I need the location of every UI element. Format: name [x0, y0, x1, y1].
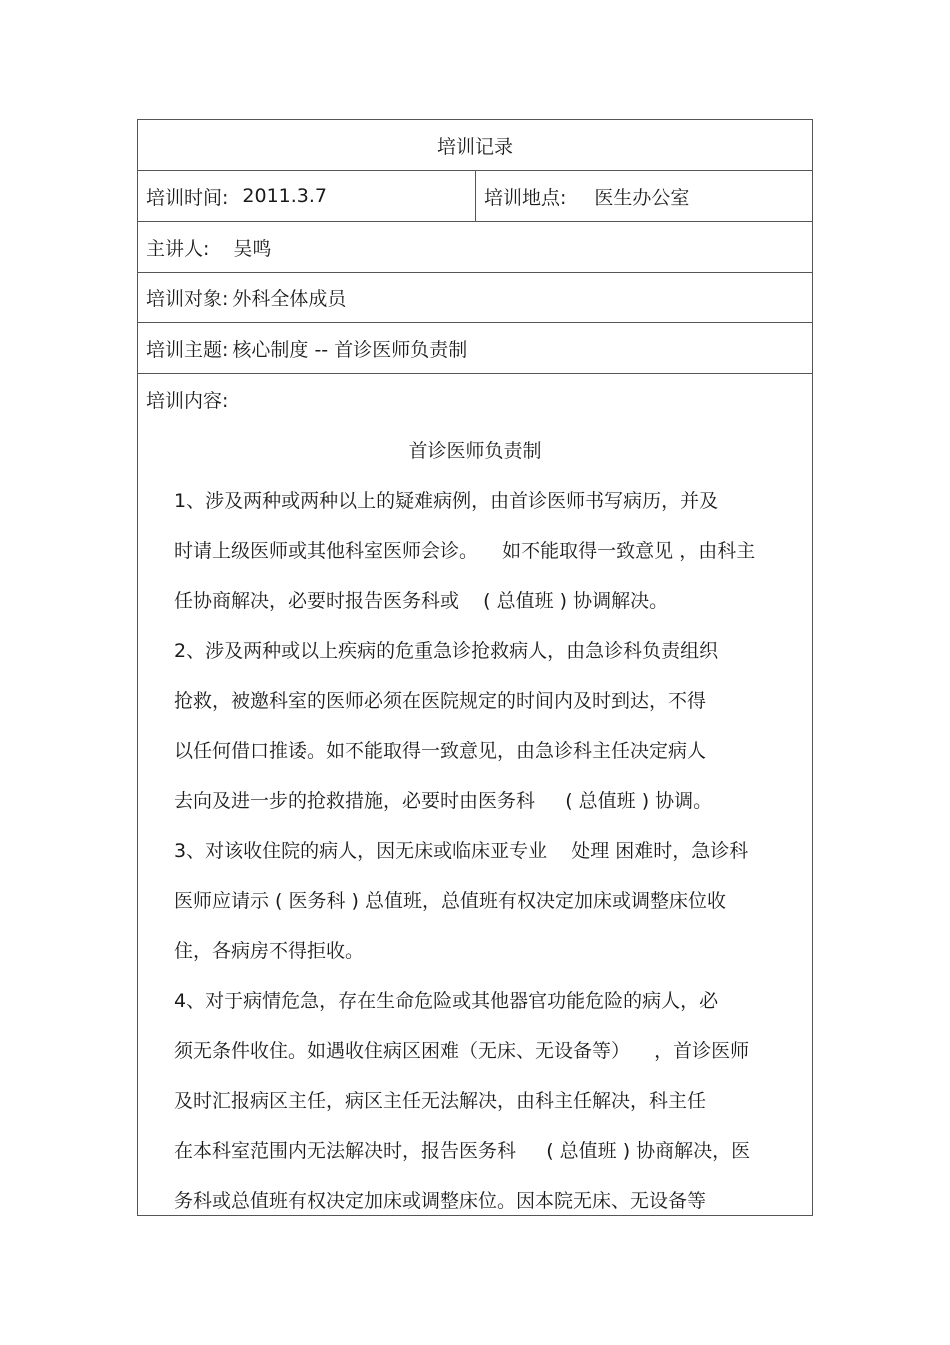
- time-value: 2011.3.7: [242, 185, 328, 207]
- content-title: 首诊医师负责制: [408, 440, 542, 462]
- content-line: 住，各病房不得拒收。: [174, 940, 365, 962]
- content-line: 抢救，被邀科室的医师必须在医院规定的时间内及时到达，不得: [174, 690, 707, 712]
- audience-label: 培训对象:: [146, 288, 229, 310]
- content-line: 4、对于病情危急，存在生命危险或其他器官功能危险的病人，必: [174, 990, 719, 1012]
- content-section: [138, 374, 812, 1215]
- title-row: [138, 120, 812, 171]
- audience-row: [138, 273, 812, 323]
- content-line: 须无条件收住。如遇收住病区困难（无床、无设备等） ，首诊医师: [174, 1040, 750, 1062]
- content-line: 去向及进一步的抢救措施，必要时由医务科 ( 总值班 ) 协调。: [174, 790, 713, 812]
- content-line: 医师应请示 ( 医务科 ) 总值班，总值班有权决定加床或调整床位收: [174, 890, 726, 912]
- content-line: 在本科室范围内无法解决时，报告医务科 ( 总值班 ) 协商解决，医: [174, 1140, 751, 1162]
- place-cell: [476, 171, 812, 221]
- time-label: 培训时间:: [146, 186, 229, 209]
- content-line: 3、对该收住院的病人，因无床或临床亚专业 处理 困难时，急诊科: [174, 840, 749, 862]
- audience-value: 外科全体成员: [232, 288, 347, 310]
- topic-value: 核心制度 -- 首诊医师负责制: [232, 338, 468, 361]
- time-cell: [138, 171, 475, 221]
- training-record-table: [137, 119, 813, 1216]
- content-line: 及时汇报病区主任，病区主任无法解决，由科主任解决，科主任: [174, 1090, 707, 1112]
- content-label: 培训内容:: [146, 390, 229, 412]
- content-line: 1、涉及两种或两种以上的疑难病例，由首诊医师书写病历，并及: [174, 490, 719, 512]
- content-line: 时请上级医师或其他科室医师会诊。 如不能取得一致意见 ，由科主: [174, 540, 756, 562]
- content-line: 2、涉及两种或以上疾病的危重急诊抢救病人，由急诊科负责组织: [174, 640, 719, 662]
- speaker-value: 吴鸣: [233, 237, 272, 260]
- time-place-row: [138, 171, 812, 222]
- speaker-row: [138, 222, 812, 273]
- place-label: 培训地点:: [484, 186, 567, 209]
- place-value: 医生办公室: [594, 186, 690, 209]
- content-line: 任协商解决，必要时报告医务科或 ( 总值班 ) 协调解决。: [174, 590, 669, 612]
- topic-row: [138, 323, 812, 374]
- record-title: 培训记录: [436, 135, 513, 158]
- content-line: 以任何借口推诿。如不能取得一致意见，由急诊科主任决定病人: [174, 740, 707, 762]
- speaker-label: 主讲人:: [146, 237, 210, 260]
- topic-label: 培训主题:: [146, 338, 229, 361]
- content-line: 务科或总值班有权决定加床或调整床位。因本院无床、无设备等: [174, 1190, 707, 1212]
